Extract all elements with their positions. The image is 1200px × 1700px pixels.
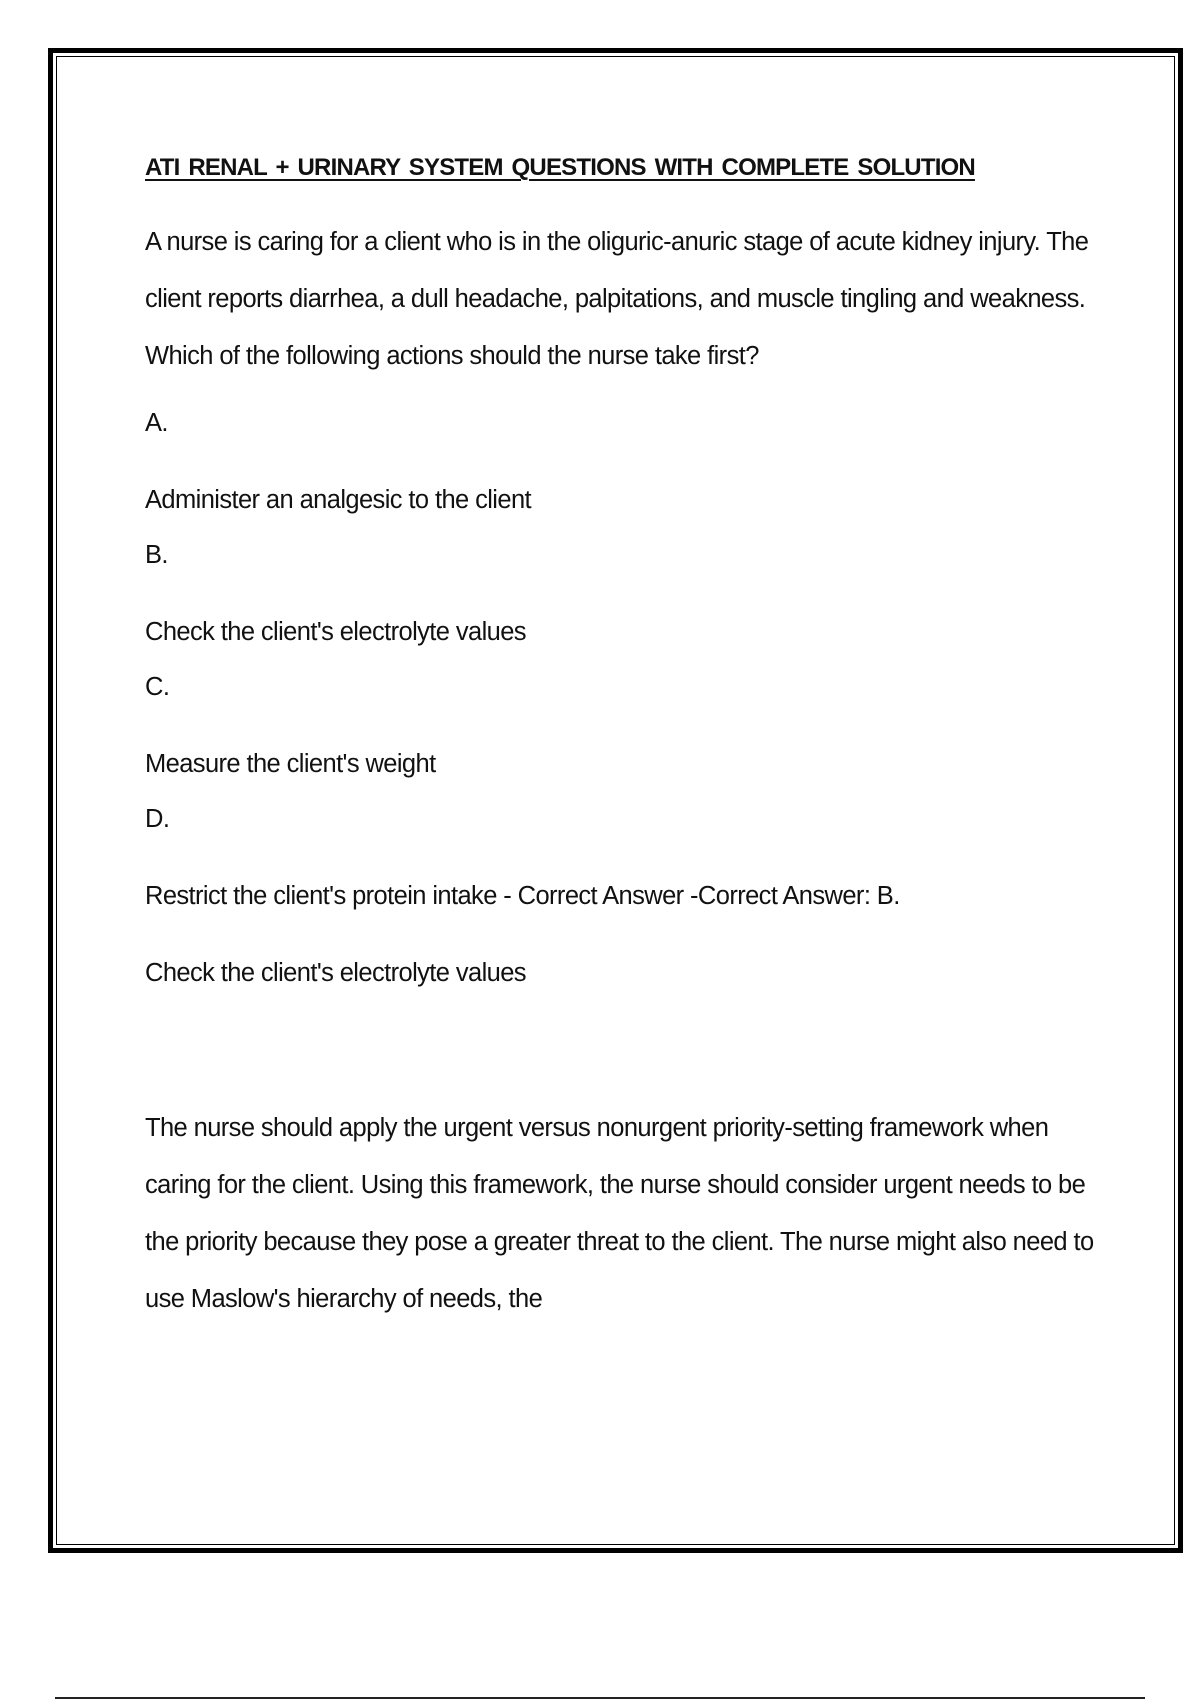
document-title: ATI RENAL + URINARY SYSTEM QUESTIONS WITH COMPLETE SOLUTION [145,154,975,181]
option-b-text: Check the client's electrolyte values [145,618,526,646]
option-b-letter: B. [145,541,168,569]
footer-divider [55,1697,1145,1699]
option-a-letter: A. [145,409,168,437]
option-d-text: Restrict the client's protein intake - Correct Answer -Correct Answer: B. [145,882,900,910]
option-c-text: Measure the client's weight [145,750,436,778]
rationale-text: The nurse should apply the urgent versus nonurgent priority-setting framework when caring for the client. Using this framework, the nurse should consider urgent needs to be the priority because they pose a greater threat to the client. The nurse might also need to use Maslow's hierarchy of needs, the [145,1114,1094,1313]
correct-answer-text: Check the client's electrolyte values [145,959,526,987]
option-d-letter: D. [145,805,170,833]
document-body [145,150,1105,1328]
question-text: A nurse is caring for a client who is in the oliguric-anuric stage of acute kidney injury. The client reports diarrhea, a dull headache, palpitations, and muscle tingling and weakness. Which of the following actions should the nurse take first? [145,228,1089,370]
option-a-text: Administer an analgesic to the client [145,486,532,514]
option-c-letter: C. [145,673,170,701]
